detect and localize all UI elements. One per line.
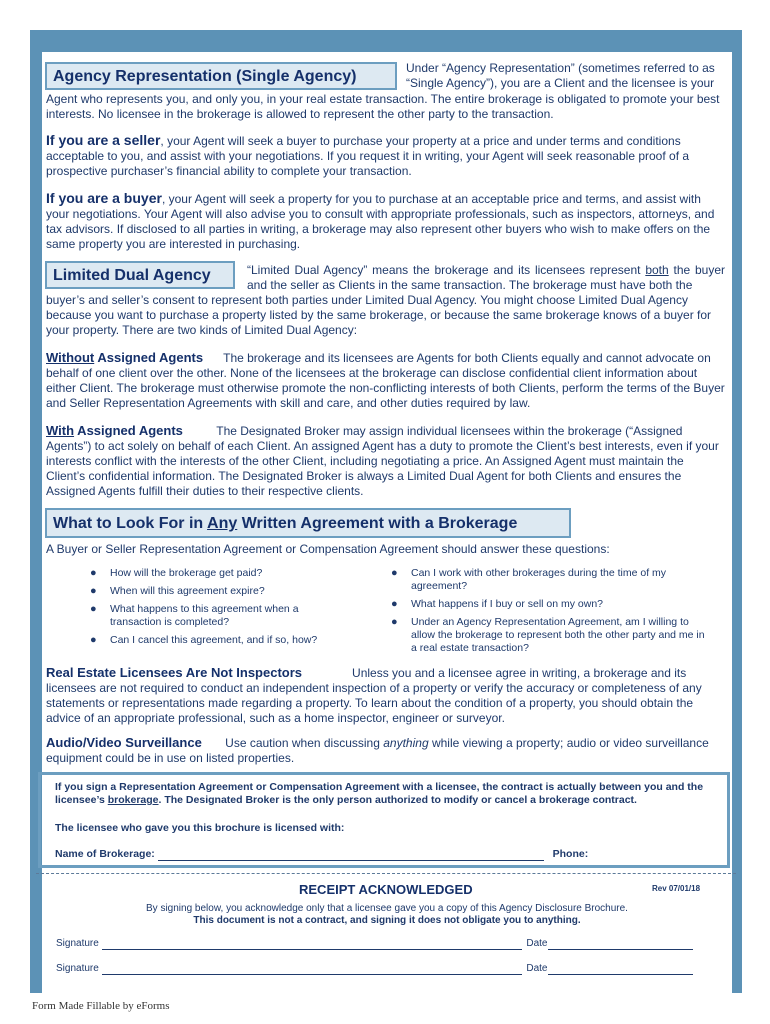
limited-dual-right-text: “Limited Dual Agency” means the brokerage and its licensees represent both the buyer and the seller as Clients in the same transaction. The brokerage must have both the xyxy=(247,263,725,292)
bullet-icon: ● xyxy=(391,598,398,610)
brokerage-name-label: Name of Brokerage: xyxy=(55,848,155,860)
list-item: ● What happens to this agreement when a transaction is completed? xyxy=(90,603,299,628)
date-label: Date xyxy=(526,963,548,974)
receipt-title: RECEIPT ACKNOWLEDGED xyxy=(299,882,473,897)
signature-row xyxy=(56,937,716,950)
date-label: Date xyxy=(526,938,548,949)
with-assigned-agents-paragraph: With Assigned Agents The Designated Broker may assign individual licensees within the brokerage (“Assigned Agents”) to act solely on behalf of each Client. An assigned Agent has a duty to promote the Client’s best interests, even if your interests conflict with the interests of the other Client, including negotiating a price. An Assigned Agent must maintain the Client’s confidential information. The Designated Broker is always a Limited Dual Agent for both Clients and ensures the Assigned Agents fulfill their duties to their respective clients. xyxy=(46,423,719,498)
with-text: The Designated Broker may assign individual licensees within the brokerage (“Assigned Agents”) to act solely on behalf of each Client. An assigned Agent has a duty to promote the Client’s best interests, even if your interests conflict with the interests of the other Client, including negotiating a price. An Assigned Agent must maintain the Client’s confidential information. The Designated Broker is always a Limited Dual Agent for both Clients and ensures the Assigned Agents fulfill their duties to their respective clients. xyxy=(46,424,719,498)
date-field[interactable] xyxy=(548,963,693,975)
agency-representation-right-text: Under “Agency Representation” (sometimes referred to as “Single Agency”), you are a Client and the licensee is your xyxy=(406,61,715,90)
licensed-with-label: The licensee who gave you this brochure is licensed with: xyxy=(55,822,345,834)
agency-representation-heading: Agency Representation (Single Agency) xyxy=(45,62,397,90)
surveillance-lead: Audio/Video Surveillance xyxy=(46,735,202,750)
agency-representation-body: Agent who represents you, and only you, in your real estate transaction. The entire brokerage is obligated to promote your best interests. No licensee in the brokerage is allowed to represent the other party to the transaction. xyxy=(46,92,720,121)
revision-label: Rev 07/01/18 xyxy=(652,884,701,893)
seller-lead: If you are a seller xyxy=(46,132,161,148)
limited-dual-body: buyer’s and seller’s consent to represent both parties under Limited Dual Agency. You might choose Limited Dual Agency because you want to purchase a property listed by the same brokerage, or because the same brokerage knows of a buyer for your property. There are two kinds of Limited Dual Agency: xyxy=(46,293,712,337)
contract-notice: If you sign a Representation Agreement or Compensation Agreement with a licensee, the contract is actually between you and the licensee’s brokerage. The Designated Broker is the only person authorized to modify or cancel a brokerage contract. xyxy=(55,781,704,806)
bullet-icon: ● xyxy=(90,585,97,597)
cut-line xyxy=(36,873,736,874)
brokerage-name-field[interactable] xyxy=(158,847,544,861)
buyer-text: , your Agent will seek a property for you to purchase at an acceptable price and terms, and assist with your negotiations. Your Agent will also advise you to consult with appropriate professionals, such as inspectors, attorneys, and tax advisors. If disclosed to all parties in writing, a brokerage may also represent other buyers who wish to make offers on the same property you are interested in purchasing. xyxy=(46,192,715,251)
date-field[interactable] xyxy=(548,938,693,950)
list-item: ● Can I cancel this agreement, and if so, how? xyxy=(90,634,318,646)
signature-field[interactable] xyxy=(102,938,522,950)
seller-paragraph xyxy=(46,133,726,179)
written-agreement-intro: A Buyer or Seller Representation Agreement or Compensation Agreement should answer these questions: xyxy=(46,542,610,556)
signature-field[interactable] xyxy=(102,963,522,975)
buyer-paragraph xyxy=(46,191,726,252)
limited-dual-agency-heading: Limited Dual Agency xyxy=(45,261,235,289)
inspectors-paragraph xyxy=(46,665,726,726)
signature-label: Signature xyxy=(56,938,99,949)
signature-label: Signature xyxy=(56,963,99,974)
receipt-acknowledgment: By signing below, you acknowledge only that a licensee gave you a copy of this Agency Disclosure Brochure. This document is not a contract, and signing it does not obligate you to anything. xyxy=(146,903,628,926)
with-label: With xyxy=(46,423,75,438)
written-agreement-heading: What to Look For in Any Written Agreement with a Brokerage xyxy=(45,508,571,538)
list-item: ● What happens if I buy or sell on my own? xyxy=(391,598,604,610)
without-assigned-agents-paragraph: Without Assigned Agents The brokerage and its licensees are Agents for both Clients equally and cannot advocate on behalf of one client over the other. None of the licensees at the brokerage can disclose confidential client information about either Client. The brokerage must otherwise promote the non-conflicting interests of both Clients, perform the terms of the Buyer and Seller Representation Agreements with skill and care, and other duties required by law. xyxy=(46,350,725,410)
signature-row xyxy=(56,962,716,975)
bullet-icon: ● xyxy=(90,603,97,615)
seller-text: , your Agent will seek a buyer to purchase your property at a price and under terms and conditions acceptable to you, and assist with your negotiations. If you request it in writing, your Agent will seek reasonable proof of a prospective purchaser’s financial ability to complete your transaction. xyxy=(46,134,690,178)
inspectors-text: Unless you and a licensee agree in writing, a brokerage and its licensees are not required to conduct an independent inspection of a property or verify the accuracy or completeness of any statements or representations made regarding a property. To learn about the condition of a property, you should obtain the advice of an appropriate professional, such as a home inspector, engineer or surveyor. xyxy=(46,666,702,725)
bullet-icon: ● xyxy=(391,616,398,628)
list-item: ● How will the brokerage get paid? xyxy=(90,567,263,579)
bullet-icon: ● xyxy=(391,567,398,579)
inspectors-lead: Real Estate Licensees Are Not Inspectors xyxy=(46,665,303,680)
list-item: ● When will this agreement expire? xyxy=(90,585,265,597)
list-item: ● Under an Agency Representation Agreement, am I willing to allow the brokerage to represent both the other party and me in a real estate transaction? xyxy=(391,616,705,654)
brokerage-row xyxy=(55,847,715,861)
phone-label: Phone: xyxy=(552,848,589,860)
buyer-lead: If you are a buyer xyxy=(46,190,162,206)
list-item: ● Can I work with other brokerages during the time of my agreement? xyxy=(391,567,667,592)
surveillance-paragraph: Audio/Video Surveillance Use caution when discussing anything while viewing a property; audio or video surveillance equipment could be in use on listed properties. xyxy=(46,735,709,765)
without-text: The brokerage and its licensees are Agents for both Clients equally and cannot advocate on behalf of one client over the other. None of the licensees at the brokerage can disclose confidential client information about either Client. The brokerage must otherwise promote the non-conflicting interests of both Clients, perform the terms of the Buyer and Seller Representation Agreements with skill and care, and other duties required by law. xyxy=(46,351,725,410)
without-label: Without xyxy=(46,350,95,365)
footer-credit: Form Made Fillable by eForms xyxy=(32,1000,170,1012)
bullet-icon: ● xyxy=(90,567,97,579)
bullet-icon: ● xyxy=(90,634,97,646)
